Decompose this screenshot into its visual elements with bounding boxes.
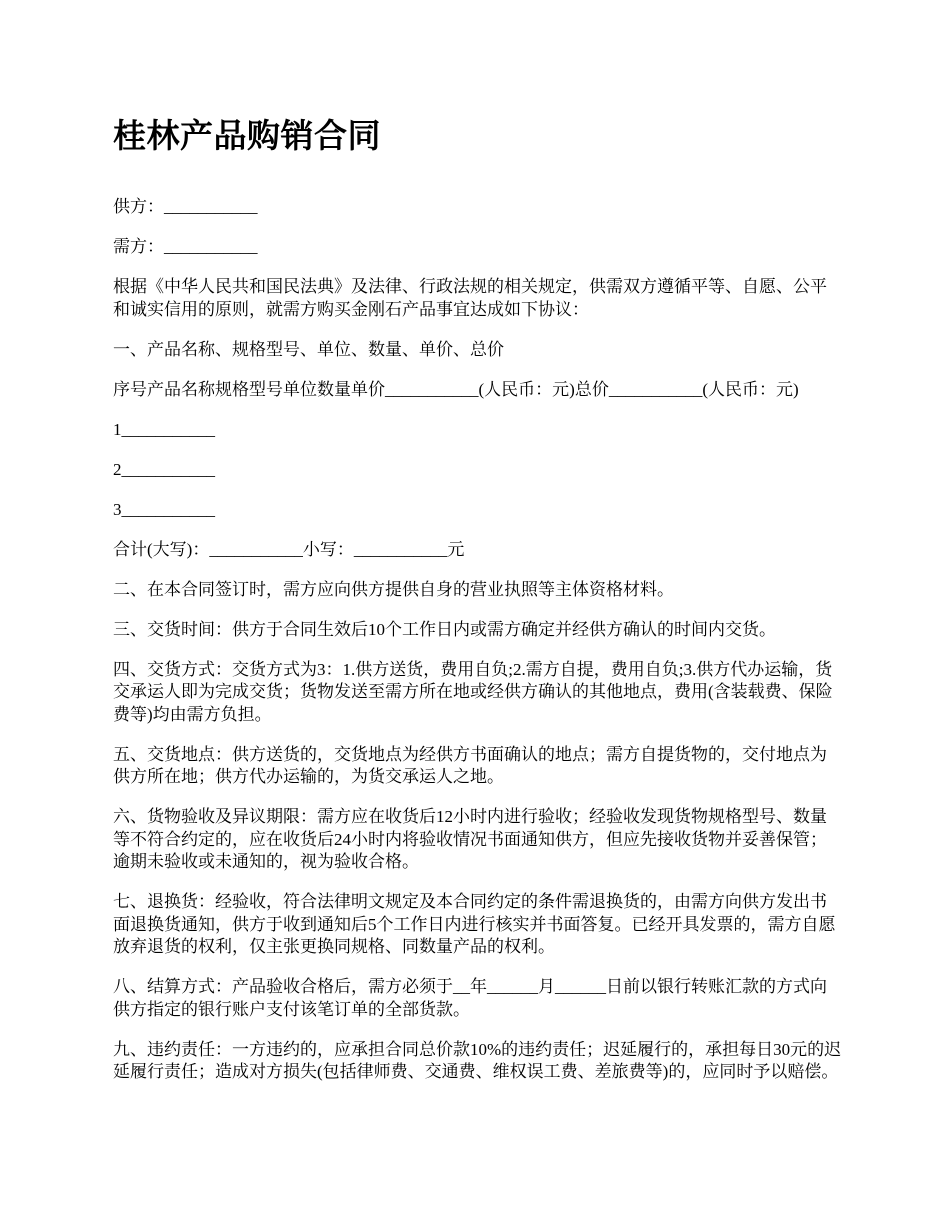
clause-2: 二、在本合同签订时，需方应向供方提供自身的营业执照等主体资格材料。: [113, 579, 674, 599]
clause-4: 四、交货方式：交货方式为3：1.供方送货，费用自负;2.需方自提，费用自负;3.供方代办运输，货交承运人即为完成交货；货物发送至需方所在地或经供方确认的其他地点，费用(含装载费、保险费等)均由需方负担。: [113, 659, 833, 724]
product-table-header: 序号产品名称规格型号单位数量单价___________(人民币：元)总价___________(人民币：元): [113, 379, 799, 399]
document-page: [113, 112, 843, 1101]
product-row-1: 1___________: [113, 419, 215, 439]
document-title: 桂林产品购销合同: [113, 116, 381, 155]
preamble-paragraph: 根据《中华人民共和国民法典》及法律、行政法规的相关规定，供需双方遵循平等、自愿、公平和诚实信用的原则，就需方购买金刚石产品事宜达成如下协议：: [113, 277, 827, 319]
buyer-line: 需方：___________: [113, 237, 258, 256]
clause-1-heading: 一、产品名称、规格型号、单位、数量、单价、总价: [113, 339, 504, 359]
clause-8: 八、结算方式：产品验收合格后，需方必须于__年______月______日前以银行转账汇款的方式向供方指定的银行账户支付该笔订单的全部货款。: [113, 977, 827, 1019]
clause-9: 九、违约责任：一方违约的，应承担合同总价款10%的违约责任；迟延履行的，承担每日30元的迟延履行责任；造成对方损失(包括律师费、交通费、维权误工费、差旅费等)的，应同时予以赔偿。: [113, 1039, 842, 1081]
product-row-2: 2___________: [113, 459, 215, 479]
total-line: 合计(大写)：___________小写：___________元: [113, 539, 465, 559]
clause-5: 五、交货地点：供方送货的，交货地点为经供方书面确认的地点；需方自提货物的，交付地点为供方所在地；供方代办运输的，为货交承运人之地。: [113, 744, 827, 786]
supplier-line: 供方：___________: [113, 197, 258, 216]
clause-7: 七、退换货：经验收，符合法律明文规定及本合同约定的条件需退换货的，由需方向供方发出书面退换货通知，供方于收到通知后5个工作日内进行核实并书面答复。已经开具发票的，需方自愿放弃退货的权利，仅主张更换同规格、同数量产品的权利。: [113, 892, 836, 956]
product-row-3: 3___________: [113, 499, 215, 519]
clause-6: 六、货物验收及异议期限：需方应在收货后12小时内进行验收；经验收发现货物规格型号、数量等不符合约定的，应在收货后24小时内将验收情况书面通知供方，但应先接收货物并妥善保管；逾期未验收或未通知的，视为验收合格。: [113, 807, 827, 871]
clause-3: 三、交货时间：供方于合同生效后10个工作日内或需方确定并经供方确认的时间内交货。: [113, 619, 776, 639]
